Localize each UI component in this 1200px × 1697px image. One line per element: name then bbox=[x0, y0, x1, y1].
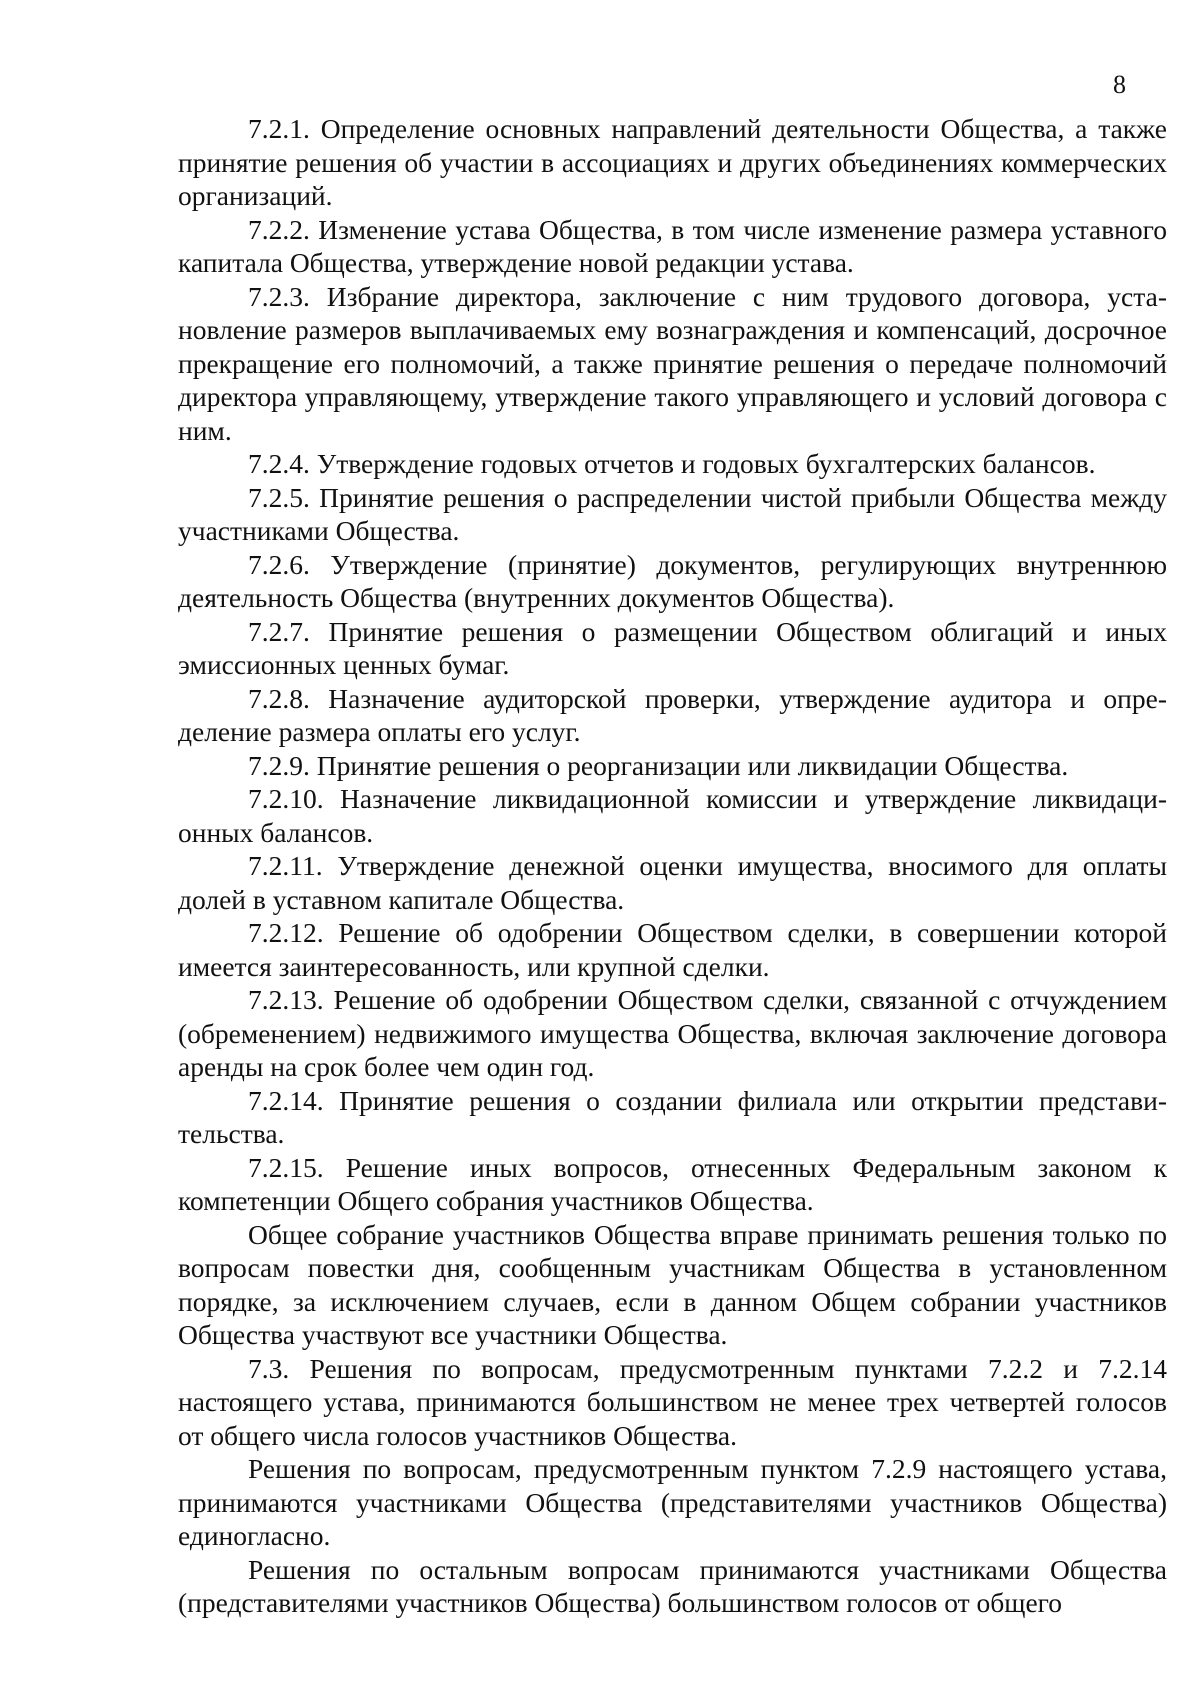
paragraph-7-2-14: 7.2.14. Принятие решения о создании филиала или открытии представительства. bbox=[178, 1084, 1167, 1149]
paragraph-majority-decisions: Решения по остальным вопросам принимаются участниками Общества (представителями участников Общества) большинством голосов от общего bbox=[178, 1553, 1167, 1618]
paragraph-7-2-7: 7.2.7. Принятие решения о размещении Обществом облигаций и иных эмиссионных ценных бумаг. bbox=[178, 615, 1167, 680]
paragraph-7-2-8: 7.2.8. Назначение аудиторской проверки, утверждение аудитора и определение размера оплаты его услуг. bbox=[178, 682, 1167, 747]
paragraph-7-2-11: 7.2.11. Утверждение денежной оценки имущества, вносимого для оплаты долей в уставном капитале Общества. bbox=[178, 850, 1167, 915]
paragraph-7-2-2: 7.2.2. Изменение устава Общества, в том числе изменение размера уставного капитала Общества, утверждение новой редакции устава. bbox=[178, 213, 1167, 278]
paragraph-7-2-3: 7.2.3. Избрание директора, заключение с ним трудового договора, установление размеров выплачиваемых ему вознаграждения и компенсаций, досрочное прекращение его полномочий, а также принятие решения о передаче полномочий директора управляющему, утверждение такого управляющего и условий договора с ним. bbox=[178, 280, 1167, 446]
paragraph-7-2-12: 7.2.12. Решение об одобрении Обществом сделки, в совершении которой имеется заинтересованность, или крупной сделки. bbox=[178, 917, 1167, 982]
document-body bbox=[178, 112, 1167, 1620]
paragraph-7-2-10: 7.2.10. Назначение ликвидационной комиссии и утверждение ликвидационных балансов. bbox=[178, 783, 1167, 848]
paragraph-general-meeting: Общее собрание участников Общества вправе принимать решения только по вопросам повестки дня, сообщенным участникам Общества в установленном порядке, за исключением случаев, если в данном Общем собрании участников Общества участвуют все участники Общества. bbox=[178, 1218, 1167, 1350]
paragraph-7-2-1: 7.2.1. Определение основных направлений деятельности Общества, а также принятие решения об участии в ассоциациях и других объединениях коммерческих организаций. bbox=[178, 113, 1167, 211]
paragraph-7-2-5: 7.2.5. Принятие решения о распределении чистой прибыли Общества между участниками Общества. bbox=[178, 481, 1167, 546]
paragraph-unanimous-decisions: Решения по вопросам, предусмотренным пунктом 7.2.9 настоящего устава, принимаются участниками Общества (представителями участников Общества) единогласно. bbox=[178, 1453, 1167, 1551]
paragraph-7-2-6: 7.2.6. Утверждение (принятие) документов, регулирующих внутреннюю деятельность Общества (внутренних документов Общества). bbox=[178, 548, 1167, 613]
paragraph-7-2-4: 7.2.4. Утверждение годовых отчетов и годовых бухгалтерских балансов. bbox=[248, 448, 1096, 479]
paragraph-7-3: 7.3. Решения по вопросам, предусмотренным пунктами 7.2.2 и 7.2.14 настоящего устава, принимаются большинством не менее трех четвертей голосов от общего числа голосов участников Общества. bbox=[178, 1352, 1167, 1451]
page-number: 8 bbox=[1113, 70, 1126, 99]
paragraph-7-2-9: 7.2.9. Принятие решения о реорганизации или ликвидации Общества. bbox=[248, 749, 1069, 781]
paragraph-7-2-13: 7.2.13. Решение об одобрении Обществом сделки, связанной с отчуждением (обременением) недвижимого имущества Общества, включая заключение договора аренды на срок более чем один год. bbox=[178, 984, 1167, 1082]
paragraph-7-2-15: 7.2.15. Решение иных вопросов, отнесенных Федеральным законом к компетенции Общего собрания участников Общества. bbox=[178, 1151, 1167, 1216]
